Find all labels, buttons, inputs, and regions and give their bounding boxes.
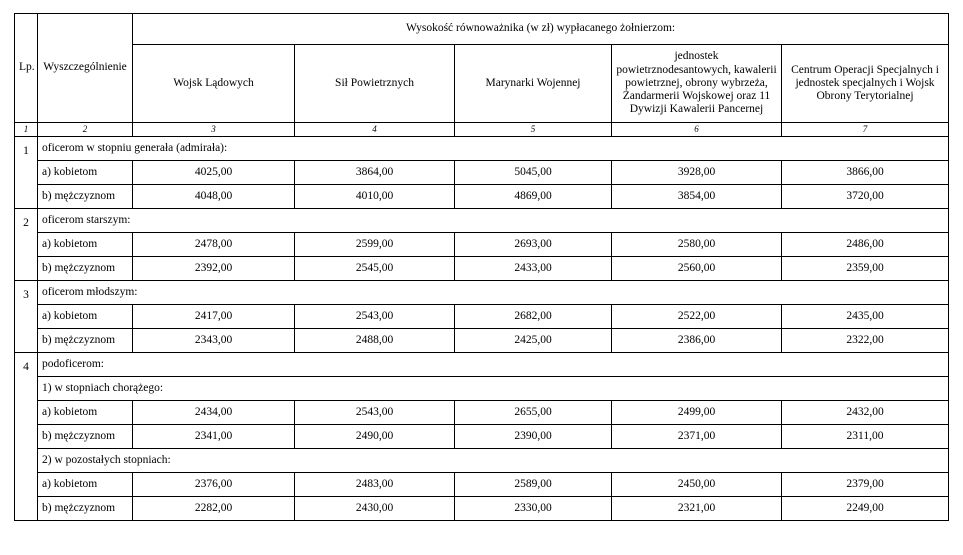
section-row: [15, 353, 949, 377]
value-cell: 2580,00: [612, 233, 782, 257]
section-title: 2) w pozostałych stopniach:: [38, 449, 949, 473]
header-row-top: [15, 14, 949, 45]
column-number: 2: [38, 123, 133, 137]
value-cell: 2430,00: [295, 497, 455, 521]
column-number: 5: [455, 123, 612, 137]
value-cell: 3864,00: [295, 161, 455, 185]
allowance-table: [14, 13, 949, 521]
header-group-title: Wysokość równoważnika (w zł) wypłacanego żołnierzom:: [133, 14, 949, 45]
value-cell: 3854,00: [612, 185, 782, 209]
row-label: a) kobietom: [38, 473, 133, 497]
value-cell: 2499,00: [612, 401, 782, 425]
value-cell: 2693,00: [455, 233, 612, 257]
value-cell: 2478,00: [133, 233, 295, 257]
table-row: [15, 233, 949, 257]
value-cell: 2432,00: [782, 401, 949, 425]
value-cell: 2543,00: [295, 305, 455, 329]
header-col-jednostek-powietrznodesantowych: jednostek powietrznodesantowych, kawalerii powietrznej, obrony wybrzeża, Żandarmerii Wojskowej oraz 11 Dywizji Kawalerii Pancernej: [612, 45, 782, 123]
row-lp-number: 4: [15, 353, 38, 521]
section-title: oficerom starszym:: [38, 209, 949, 233]
header-col-sil-powietrznych: Sił Powietrznych: [295, 45, 455, 123]
table-row: [15, 161, 949, 185]
section-row: [15, 281, 949, 305]
header-col-marynarki-wojennej: Marynarki Wojennej: [455, 45, 612, 123]
value-cell: 2322,00: [782, 329, 949, 353]
value-cell: 2483,00: [295, 473, 455, 497]
table-row: [15, 329, 949, 353]
value-cell: 2545,00: [295, 257, 455, 281]
value-cell: 3928,00: [612, 161, 782, 185]
column-number: 1: [15, 123, 38, 137]
value-cell: 2488,00: [295, 329, 455, 353]
value-cell: 2522,00: [612, 305, 782, 329]
value-cell: 2589,00: [455, 473, 612, 497]
row-label: b) mężczyznom: [38, 185, 133, 209]
value-cell: 2379,00: [782, 473, 949, 497]
subsection-row: [15, 449, 949, 473]
value-cell: 2543,00: [295, 401, 455, 425]
value-cell: 3720,00: [782, 185, 949, 209]
value-cell: 2359,00: [782, 257, 949, 281]
section-row: [15, 137, 949, 161]
value-cell: 2490,00: [295, 425, 455, 449]
value-cell: 2330,00: [455, 497, 612, 521]
value-cell: 3866,00: [782, 161, 949, 185]
value-cell: 2450,00: [612, 473, 782, 497]
value-cell: 2282,00: [133, 497, 295, 521]
table-row: [15, 401, 949, 425]
table-row: [15, 425, 949, 449]
header-col-wojsk-ladowych: Wojsk Lądowych: [133, 45, 295, 123]
value-cell: 2376,00: [133, 473, 295, 497]
column-number-row: [15, 123, 949, 137]
table-row: [15, 473, 949, 497]
row-label: a) kobietom: [38, 161, 133, 185]
table-row: [15, 497, 949, 521]
value-cell: 2417,00: [133, 305, 295, 329]
value-cell: 2655,00: [455, 401, 612, 425]
value-cell: 4048,00: [133, 185, 295, 209]
value-cell: 2560,00: [612, 257, 782, 281]
section-title: oficerom w stopniu generała (admirała):: [38, 137, 949, 161]
header-lp: Lp.: [15, 14, 38, 123]
value-cell: 2341,00: [133, 425, 295, 449]
row-label: a) kobietom: [38, 401, 133, 425]
column-number: 7: [782, 123, 949, 137]
value-cell: 2486,00: [782, 233, 949, 257]
value-cell: 2435,00: [782, 305, 949, 329]
column-number: 6: [612, 123, 782, 137]
header-wyszczegolnienie: Wyszczególnienie: [38, 14, 133, 123]
section-title: 1) w stopniach chorążego:: [38, 377, 949, 401]
value-cell: 2682,00: [455, 305, 612, 329]
value-cell: 2425,00: [455, 329, 612, 353]
column-number: 3: [133, 123, 295, 137]
value-cell: 2321,00: [612, 497, 782, 521]
value-cell: 2311,00: [782, 425, 949, 449]
value-cell: 2371,00: [612, 425, 782, 449]
value-cell: 2599,00: [295, 233, 455, 257]
section-title: podoficerom:: [38, 353, 949, 377]
row-label: a) kobietom: [38, 305, 133, 329]
value-cell: 2433,00: [455, 257, 612, 281]
section-row: [15, 209, 949, 233]
row-label: b) mężczyznom: [38, 497, 133, 521]
column-number: 4: [295, 123, 455, 137]
row-label: a) kobietom: [38, 233, 133, 257]
value-cell: 2249,00: [782, 497, 949, 521]
table-row: [15, 185, 949, 209]
row-label: b) mężczyznom: [38, 425, 133, 449]
row-label: b) mężczyznom: [38, 257, 133, 281]
subsection-row: [15, 377, 949, 401]
value-cell: 2390,00: [455, 425, 612, 449]
value-cell: 4025,00: [133, 161, 295, 185]
row-lp-number: 1: [15, 137, 38, 209]
section-title: oficerom młodszym:: [38, 281, 949, 305]
value-cell: 2392,00: [133, 257, 295, 281]
value-cell: 2343,00: [133, 329, 295, 353]
table-row: [15, 305, 949, 329]
value-cell: 4869,00: [455, 185, 612, 209]
value-cell: 2434,00: [133, 401, 295, 425]
row-lp-number: 2: [15, 209, 38, 281]
value-cell: 2386,00: [612, 329, 782, 353]
header-col-centrum-operacji-specjalnych: Centrum Operacji Specjalnych i jednostek specjalnych i Wojsk Obrony Terytorialnej: [782, 45, 949, 123]
header-row-columns: [15, 45, 949, 123]
row-label: b) mężczyznom: [38, 329, 133, 353]
row-lp-number: 3: [15, 281, 38, 353]
value-cell: 5045,00: [455, 161, 612, 185]
table-row: [15, 257, 949, 281]
value-cell: 4010,00: [295, 185, 455, 209]
